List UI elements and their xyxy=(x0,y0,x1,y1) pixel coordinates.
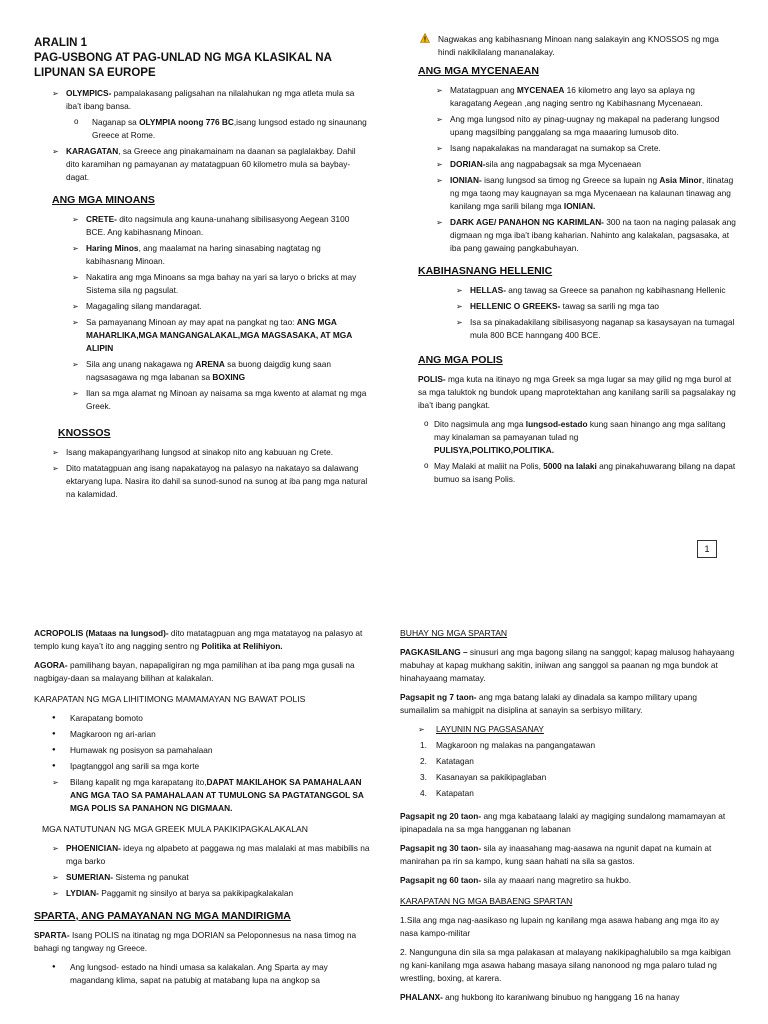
page1-right-column xyxy=(418,33,736,489)
list-item: ● Humawak ng posisyon sa pamahalaan xyxy=(34,744,370,757)
term: 5000 na lalaki xyxy=(543,461,597,471)
knossos-list xyxy=(34,446,370,501)
mycenaean-list xyxy=(418,84,736,255)
list-item xyxy=(418,300,736,313)
definition: ang mga kabataang lalaki ay magiging sundalong mamamayan at ipinapadala na sa mga hangganan ng labanan xyxy=(400,811,726,834)
pagkasilang-paragraph xyxy=(400,646,736,685)
layunin-list xyxy=(400,739,736,800)
babae-1: 1.Sila ang mga nag-aasikaso ng lupain ng kanilang mga asawa habang ang mga ito ay nasa kampo-militar xyxy=(400,915,720,938)
list-item: 1. Magkaroon ng malakas na pangangatawan xyxy=(420,740,596,750)
definition: ang hukbong ito karaniwang binubuo ng hanggang 16 na hanay xyxy=(442,992,680,1002)
list-item xyxy=(34,871,370,884)
list-item xyxy=(34,842,370,868)
babae-2: 2. Nangunguna din sila sa mga palakasan at malayang nakikipaghalubilo sa mga kaibigan ng kani-kanilang mga asawa habang masaya silang nanonood ng mga palaro tulad ng wrestling, boxing, at karera. xyxy=(400,947,731,983)
text: Nakatira ang mga Minoans sa mga bahay na yari sa laryo o bricks at may Sistema sila ng pagsulat. xyxy=(86,272,357,295)
definition: Isang POLIS na itinatag ng mga DORIAN sa Peloponnesus na nasa timog na bahagi ng tangway ng Greece. xyxy=(34,930,357,953)
list-item xyxy=(34,116,370,142)
text: Bilang kapalit ng mga karapatang ito, xyxy=(70,777,207,787)
warning-icon xyxy=(420,33,430,43)
term: Pagsapit ng 7 taon- xyxy=(400,692,477,702)
term: ACROPOLIS (Mataas na lungsod)- xyxy=(34,628,169,638)
term: IONIAN. xyxy=(563,201,596,211)
definition: Sistema ng panukat xyxy=(113,872,189,882)
list-item xyxy=(34,242,370,268)
term: OLYMPICS- xyxy=(66,88,112,98)
list-item xyxy=(34,446,370,459)
text: Ilan sa mga alamat ng Minoan ay naisama sa mga kwento at alamat ng mga Greek. xyxy=(86,388,367,411)
warning-note xyxy=(418,33,736,59)
term: Asia Minor xyxy=(659,175,702,185)
text: Dito matatagpuan ang isang napakatayog na palasyo na nakatayo sa dalawang ektaryang lupa. Nasira ito dahil sa sunod-sunod na sunog at iba pang mga natural na kalamidad. xyxy=(66,463,368,499)
intro-list-2 xyxy=(34,145,370,184)
definition: sila ay maaari nang magretiro sa hukbo. xyxy=(481,875,632,885)
list-item xyxy=(400,723,736,736)
list-item xyxy=(418,158,736,171)
list-item xyxy=(34,387,370,413)
term: KARAGATAN xyxy=(66,146,119,156)
term: ANG MGA MAHARLIKA,MGA MANGANGALAKAL,MGA MAGSASAKA, AT MGA ALIPIN xyxy=(86,317,352,353)
term: AGORA- xyxy=(34,660,68,670)
list-item xyxy=(418,84,736,110)
page2-right-column xyxy=(400,627,736,1010)
list-item: ● Ipagtanggol ang sarili sa mga korte xyxy=(34,760,370,773)
karapatan-arrow-list xyxy=(34,776,370,815)
term: SPARTA- xyxy=(34,930,70,940)
warning-text: Nagwakas ang kabihasnang Minoan nang salakayin ang KNOSSOS ng mga hindi nakikilalang mananalakay. xyxy=(438,34,719,57)
layunin-heading-list xyxy=(400,723,736,736)
text: Katatagan xyxy=(436,756,474,766)
title-line: PAG-USBONG AT PAG-UNLAD NG MGA KLASIKAL NA xyxy=(34,52,332,64)
natutunan-heading: MGA NATUTUNAN NG MGA GREEK MULA PAKIKIPAGKALAKALAN xyxy=(42,824,308,834)
definition: ang tawag sa Greece sa panahon ng kabihasnang Hellenic xyxy=(505,285,726,295)
section-heading-knossos: KNOSSOS xyxy=(58,427,111,439)
term: LYDIAN- xyxy=(66,888,99,898)
pagsapit-7-paragraph xyxy=(400,691,736,717)
karapatan-heading: KARAPATAN NG MGA LIHITIMONG MAMAMAYAN NG BAWAT POLIS xyxy=(34,694,306,704)
text: isang lungsod sa timog ng Greece sa lupain ng xyxy=(481,175,660,185)
text: Naganap sa xyxy=(92,117,140,127)
list-item: 4. Katapatan xyxy=(420,788,474,798)
term: PULISYA,POLITIKO,POLITIKA. xyxy=(434,445,555,455)
text: sa buong daigdig kung saan nagsasagawa ng mga labanan sa xyxy=(86,359,331,382)
list-item xyxy=(418,142,736,155)
text: May Malaki at maliit na Polis, xyxy=(434,461,544,471)
page1-left-column xyxy=(34,36,370,504)
polis-definition xyxy=(418,373,736,412)
sparta-list xyxy=(34,961,370,987)
definition: sinusuri ang mga bagong silang na sanggol; kapag malusog hahayaang mabuhay at kapag mukhang sakitin, iniiwan ang sanggol sa paanan ng mga bundok at hinahayaang mamatay. xyxy=(400,647,735,683)
text: , itinatag ng mga taong may kaugnayan sa mga Mycenaean na kalaunan tinawag ang kanilang mga sarili bilang mga xyxy=(450,175,734,211)
title-line: LIPUNAN SA EUROPE xyxy=(34,67,156,79)
text: 16 kilometro ang layo sa aplaya ng karagatang Aegean ,ang naging sentro ng Kabihasnang Mycenaean. xyxy=(450,85,703,108)
term: PHOENICIAN- xyxy=(66,843,121,853)
text: Ang mga lungsod nito ay pinag-uugnay ng makapal na paderang lungsod upang magsilbing panggalang sa mga maaaring lumusob dito. xyxy=(450,114,720,137)
text: Isa sa pinakadakilang sibilisasyong naganap sa kasaysayan na tumagal mula 800 BCE hanngang 400 BCE. xyxy=(470,317,735,340)
term: IONIAN- xyxy=(450,175,482,185)
list-item xyxy=(418,460,736,486)
list-item xyxy=(34,145,370,184)
list-item xyxy=(418,284,736,297)
text: Katapatan xyxy=(436,788,474,798)
list-item xyxy=(34,776,370,815)
text: kung saan hinango ang mga salitang may kinalaman sa pamayanan tulad ng xyxy=(434,419,726,442)
definition: tawag sa sarili ng mga tao xyxy=(560,301,660,311)
text: Matatagpuan ang xyxy=(450,85,517,95)
term: BOXING xyxy=(212,372,246,382)
definition: pampalakasang paligsahan na nilalahukan ng mga atleta mula sa iba’t ibang bansa. xyxy=(66,88,355,111)
minoans-list xyxy=(34,213,370,413)
definition: ideya ng alpabeto at paggawa ng mas malalaki at mas mabibilis na mga barko xyxy=(66,843,370,866)
definition: , sa Greece ang pinakamainam na daanan sa paglalakbay. Dahil dito karamihan ng pamayanan ay matatagpuan 60 kilometro mula sa baybay- dagat. xyxy=(66,146,356,182)
term: HELLENIC O GREEKS- xyxy=(470,301,561,311)
lesson-title xyxy=(34,36,370,81)
definition: mga kuta na itinayo ng mga Greek sa mga lugar sa may gilid ng mga burol at sa mga taluktok ng bundok upang maprotektahan ang kanilang sarili sa pagsalakay ng iba’t ibang pangkat. xyxy=(418,374,736,410)
pagsapit-20-paragraph xyxy=(400,810,736,836)
term: HELLAS- xyxy=(470,285,506,295)
term: SUMERIAN- xyxy=(66,872,114,882)
natutunan-list xyxy=(34,842,370,900)
text: ang pinakahuwarang bilang na dapat bumuo sa isang Polis. xyxy=(434,461,736,484)
section-heading-polis: ANG MGA POLIS xyxy=(418,354,503,366)
acropolis-paragraph xyxy=(34,627,370,653)
list-item: ● Ang lungsod- estado na hindi umasa sa kalakalan. Ang Sparta ay may magandang klima, sapat na patubig at matabang lupa na angkop sa xyxy=(34,961,370,987)
list-item xyxy=(418,418,736,457)
title-line: ARALIN 1 xyxy=(34,37,88,49)
list-item: 2. Katatagan xyxy=(420,756,474,766)
list-item xyxy=(34,887,370,900)
term: Pagsapit ng 30 taon- xyxy=(400,843,482,853)
list-item xyxy=(34,87,370,113)
list-item xyxy=(34,213,370,239)
definition: ang mga batang lalaki ay dinadala sa kampo military upang sumailalim sa mahigpit na disiplina at sanayin sa serbisyo military. xyxy=(400,692,697,715)
sparta-heading: SPARTA, ANG PAMAYANAN NG MGA MANDIRIGMA xyxy=(34,910,291,922)
text: Magkaroon ng malakas na pangangatawan xyxy=(436,740,596,750)
definition: dito matatagpuan ang mga matatayog na palasyo at templo kung kaya’t ito ang nagging sentro ng xyxy=(34,628,363,651)
page-number: 1 xyxy=(697,540,717,558)
pagsapit-60-paragraph xyxy=(400,874,736,887)
section-heading-mycenaean: ANG MGA MYCENAEAN xyxy=(418,65,539,77)
page-2 xyxy=(0,612,768,1024)
list-item: 3. Kasanayan sa pakikipaglaban xyxy=(420,772,547,782)
section-heading-hellenic: KABIHASNANG HELLENIC xyxy=(418,265,553,277)
definition: Paggamit ng sinsilyo at barya sa pakikipagkalakalan xyxy=(98,888,294,898)
sub-list xyxy=(34,116,370,142)
list-item xyxy=(34,271,370,297)
term: DAPAT MAKILAHOK SA PAMAHALAAN ANG MGA TAO SA PAMAHALAAN AT TUMULONG SA PAGTATANGGOL SA MGA POLIS SA PANAHON NG DIGMAAN. xyxy=(70,777,364,813)
definition: 300 na taon na naging palasak ang digmaan ng mga iba’t ibang kaharian. Nahinto ang kalakalan, pagsasaka, at iba pang gawaing pangkabuhayan. xyxy=(450,217,736,253)
text: Sila ang unang nakagawa ng xyxy=(86,359,196,369)
list-item xyxy=(418,216,736,255)
term: PHALANX- xyxy=(400,992,443,1002)
list-item: ● Karapatang bomoto xyxy=(34,712,370,725)
list-item xyxy=(418,316,736,342)
term: ARENA xyxy=(195,359,225,369)
text: Dito nagsimula ang mga xyxy=(434,419,526,429)
agora-paragraph xyxy=(34,659,370,685)
term: MYCENAEA xyxy=(516,85,565,95)
text: Magagaling silang mandaragat. xyxy=(86,301,202,311)
term: POLIS- xyxy=(418,374,446,384)
buhay-heading: BUHAY NG MGA SPARTAN xyxy=(400,628,508,638)
text: Isang makapangyarihang lungsod at sinakop nito ang kabuuan ng Crete. xyxy=(66,447,334,457)
phalanx-paragraph xyxy=(400,991,736,1004)
definition: pamilihang bayan, napapaligiran ng mga pamilihan at iba pang mga gusali na nagbigay-daan sa malayang bilihan at kalakalan. xyxy=(34,660,355,683)
section-heading-minoans: ANG MGA MINOANS xyxy=(52,194,155,206)
definition: sila ay inaasahang mag-aasawa na ngunit dapat na kumain at manirahan pa rin sa kampo, kung saan hahati na sila sa gastos. xyxy=(400,843,712,866)
term: Politika at Relihiyon. xyxy=(201,641,283,651)
page2-left-column xyxy=(34,627,370,990)
list-item xyxy=(34,358,370,384)
term: Pagsapit ng 20 taon- xyxy=(400,811,482,821)
term: CRETE- xyxy=(86,214,117,224)
pagsapit-30-paragraph xyxy=(400,842,736,868)
list-item xyxy=(418,174,736,213)
list-item: ● Magkaroon ng ari-arian xyxy=(34,728,370,741)
intro-list xyxy=(34,87,370,113)
page-gap xyxy=(0,570,768,612)
list-item xyxy=(34,300,370,313)
text: ,isang lungsod estado ng sinaunang Greece at Rome. xyxy=(92,117,367,140)
sparta-paragraph xyxy=(34,929,370,955)
list-item xyxy=(34,462,370,501)
term: DARK AGE/ PANAHON NG KARIMLAN- xyxy=(450,217,604,227)
karapatan-list xyxy=(34,712,370,773)
term: Haring Minos xyxy=(86,243,139,253)
definition: , ang maalamat na haring sinasabing nagtatag ng kabihasnang Minoan. xyxy=(86,243,321,266)
babae-heading: KARAPATAN NG MGA BABAENG SPARTAN xyxy=(400,896,573,906)
list-item xyxy=(34,316,370,355)
text: Kasanayan sa pakikipaglaban xyxy=(436,772,547,782)
hellenic-list xyxy=(418,284,736,342)
text: Isang napakalakas na mandaragat na sumakop sa Crete. xyxy=(450,143,661,153)
text: Sa pamayanang Minoan ay may apat na pangkat ng tao: xyxy=(86,317,297,327)
definition: sila ang nagpabagsak sa mga Mycenaean xyxy=(485,159,641,169)
polis-sublist xyxy=(418,418,736,486)
definition: dito nagsimula ang kauna-unahang sibilisasyong Aegean 3100 BCE. Ang kabihasnang Minoan. xyxy=(86,214,350,237)
term: OLYMPIA noong 776 BC xyxy=(139,117,234,127)
term: lungsod-estado xyxy=(525,419,588,429)
layunin-heading: LAYUNIN NG PAGSASANAY xyxy=(436,724,544,734)
term: Pagsapit ng 60 taon- xyxy=(400,875,482,885)
list-item xyxy=(418,113,736,139)
term: PAGKASILANG – xyxy=(400,647,468,657)
term: DORIAN- xyxy=(450,159,486,169)
